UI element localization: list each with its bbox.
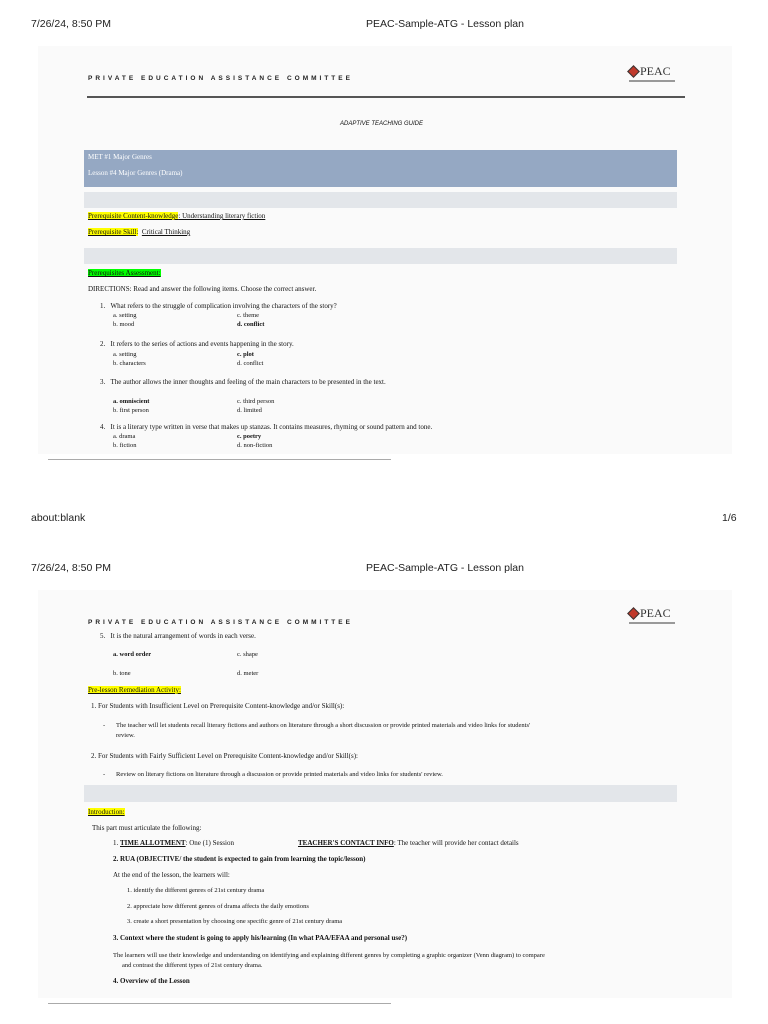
q4-option-d: d. non-fiction bbox=[237, 442, 273, 449]
remediation-label: Pre-lesson Remediation Activity: bbox=[88, 686, 181, 694]
q3-option-a: a. omniscient bbox=[113, 398, 150, 405]
q3-option-b: b. first person bbox=[113, 407, 149, 414]
print-title: PEAC-Sample-ATG - Lesson plan bbox=[366, 18, 524, 30]
spacer-band bbox=[84, 192, 677, 208]
time-allotment: 1. TIME ALLOTMENT: One (1) Session bbox=[113, 839, 234, 847]
guide-title: ADAPTIVE TEACHING GUIDE bbox=[340, 121, 424, 127]
q4-option-b: b. fiction bbox=[113, 442, 137, 449]
remediation-item-1-bullet: - bbox=[103, 722, 106, 729]
remediation-item-1-detail-cont: review. bbox=[116, 732, 135, 739]
peac-logo: PEAC bbox=[629, 64, 677, 82]
intro-lead: This part must articulate the following: bbox=[92, 824, 202, 832]
q3-option-c: c. third person bbox=[237, 398, 275, 405]
question-4: 4. It is a literary type written in verse that makes up stanzas. It contains measures, rhyming or sound pattern and tone. bbox=[100, 423, 433, 431]
q5-option-d: d. meter bbox=[237, 670, 259, 677]
directions: DIRECTIONS: Read and answer the following items. Choose the correct answer. bbox=[88, 285, 317, 293]
objective-2: 2. appreciate how different genres of drama affects the daily emotions bbox=[127, 903, 309, 910]
question-1: 1. What refers to the struggle of complication involving the characters of the story? bbox=[100, 302, 337, 310]
remediation-item-1-detail: The teacher will let students recall literary fictions and authors on literature through a short discussion or provide printed materials and video links for students' bbox=[116, 722, 531, 729]
q3-option-d: d. limited bbox=[237, 407, 262, 414]
remediation-item-2-bullet: - bbox=[103, 771, 106, 778]
logo-diamond-icon bbox=[627, 607, 640, 620]
lesson-title: Lesson #4 Major Genres (Drama) bbox=[88, 169, 183, 177]
remediation-item-1: 1. For Students with Insufficient Level on Prerequisite Content-knowledge and/or Skill(s): bbox=[91, 702, 345, 710]
page-break-line bbox=[48, 1003, 391, 1004]
question-5: 5. It is the natural arrangement of words in each verse. bbox=[100, 632, 256, 640]
print-datetime: 7/26/24, 8:50 PM bbox=[31, 562, 111, 574]
objective-3: 3. create a short presentation by choosing one specific genre of 21st century drama bbox=[127, 918, 343, 925]
spacer-band bbox=[84, 248, 677, 264]
rua-heading: 2. RUA (OBJECTIVE/ the student is expected to gain from learning the topic/lesson) bbox=[113, 855, 366, 863]
q4-option-a: a. drama bbox=[113, 433, 136, 440]
q1-option-b: b. mood bbox=[113, 321, 135, 328]
context-text: The learners will use their knowledge and understanding on identifying and explaining different genres by completing a graphic organizer (Venn diagram) to compare bbox=[113, 952, 545, 959]
org-name: PRIVATE EDUCATION ASSISTANCE COMMITTEE bbox=[88, 619, 353, 626]
q1-option-c: c. theme bbox=[237, 312, 260, 319]
remediation-item-2-detail: Review on literary fictions on literature through a discussion or provide printed materials and video links for students' review. bbox=[116, 771, 443, 778]
introduction-label: Introduction: bbox=[88, 808, 125, 816]
prereq-skill: Prerequisite Skill: Critical Thinking bbox=[88, 228, 191, 236]
objective-1: 1. identify the different genres of 21st century drama bbox=[127, 887, 265, 894]
q2-option-a: a. setting bbox=[113, 351, 137, 358]
teacher-contact: TEACHER'S CONTACT INFO: The teacher will provide her contact details bbox=[298, 839, 519, 847]
q4-option-c: c. poetry bbox=[237, 433, 262, 440]
q5-option-a: a. word order bbox=[113, 651, 152, 658]
header-rule bbox=[87, 96, 685, 98]
peac-logo: PEAC bbox=[629, 606, 677, 624]
context-heading: 3. Context where the student is going to apply his/learning (In what PAA/EFAA and personal use?) bbox=[113, 934, 408, 942]
print-page-number: 1/6 bbox=[722, 512, 737, 524]
met-title: MET #1 Major Genres bbox=[88, 153, 152, 161]
q5-option-b: b. tone bbox=[113, 670, 131, 677]
assessment-label: Prerequisites Assessment: bbox=[88, 269, 161, 277]
q2-option-b: b. characters bbox=[113, 360, 146, 367]
context-text-cont: and contrast the different types of 21st century drama. bbox=[122, 962, 263, 969]
prereq-content: Prerequisite Content-knowledge: Understanding literary fiction bbox=[88, 212, 266, 220]
logo-diamond-icon bbox=[627, 65, 640, 78]
overview-heading: 4. Overview of the Lesson bbox=[113, 977, 190, 985]
q5-option-c: c. shape bbox=[237, 651, 258, 658]
q2-option-c: c. plot bbox=[237, 351, 254, 358]
org-name: PRIVATE EDUCATION ASSISTANCE COMMITTEE bbox=[88, 75, 353, 82]
print-url: about:blank bbox=[31, 512, 86, 524]
q2-option-d: d. conflict bbox=[237, 360, 264, 367]
q1-option-a: a. setting bbox=[113, 312, 137, 319]
page-break-line bbox=[48, 459, 391, 460]
spacer-band bbox=[84, 785, 677, 802]
rua-lead: At the end of the lesson, the learners will: bbox=[113, 871, 230, 879]
remediation-item-2: 2. For Students with Fairly Sufficient Level on Prerequisite Content-knowledge and/or Skill(s): bbox=[91, 752, 359, 760]
question-2: 2. It refers to the series of actions and events happening in the story. bbox=[100, 340, 294, 348]
q1-option-d: d. conflict bbox=[237, 321, 265, 328]
question-3: 3. The author allows the inner thoughts and feeling of the main characters to be presented in the text. bbox=[100, 378, 386, 386]
print-datetime: 7/26/24, 8:50 PM bbox=[31, 18, 111, 30]
print-title: PEAC-Sample-ATG - Lesson plan bbox=[366, 562, 524, 574]
